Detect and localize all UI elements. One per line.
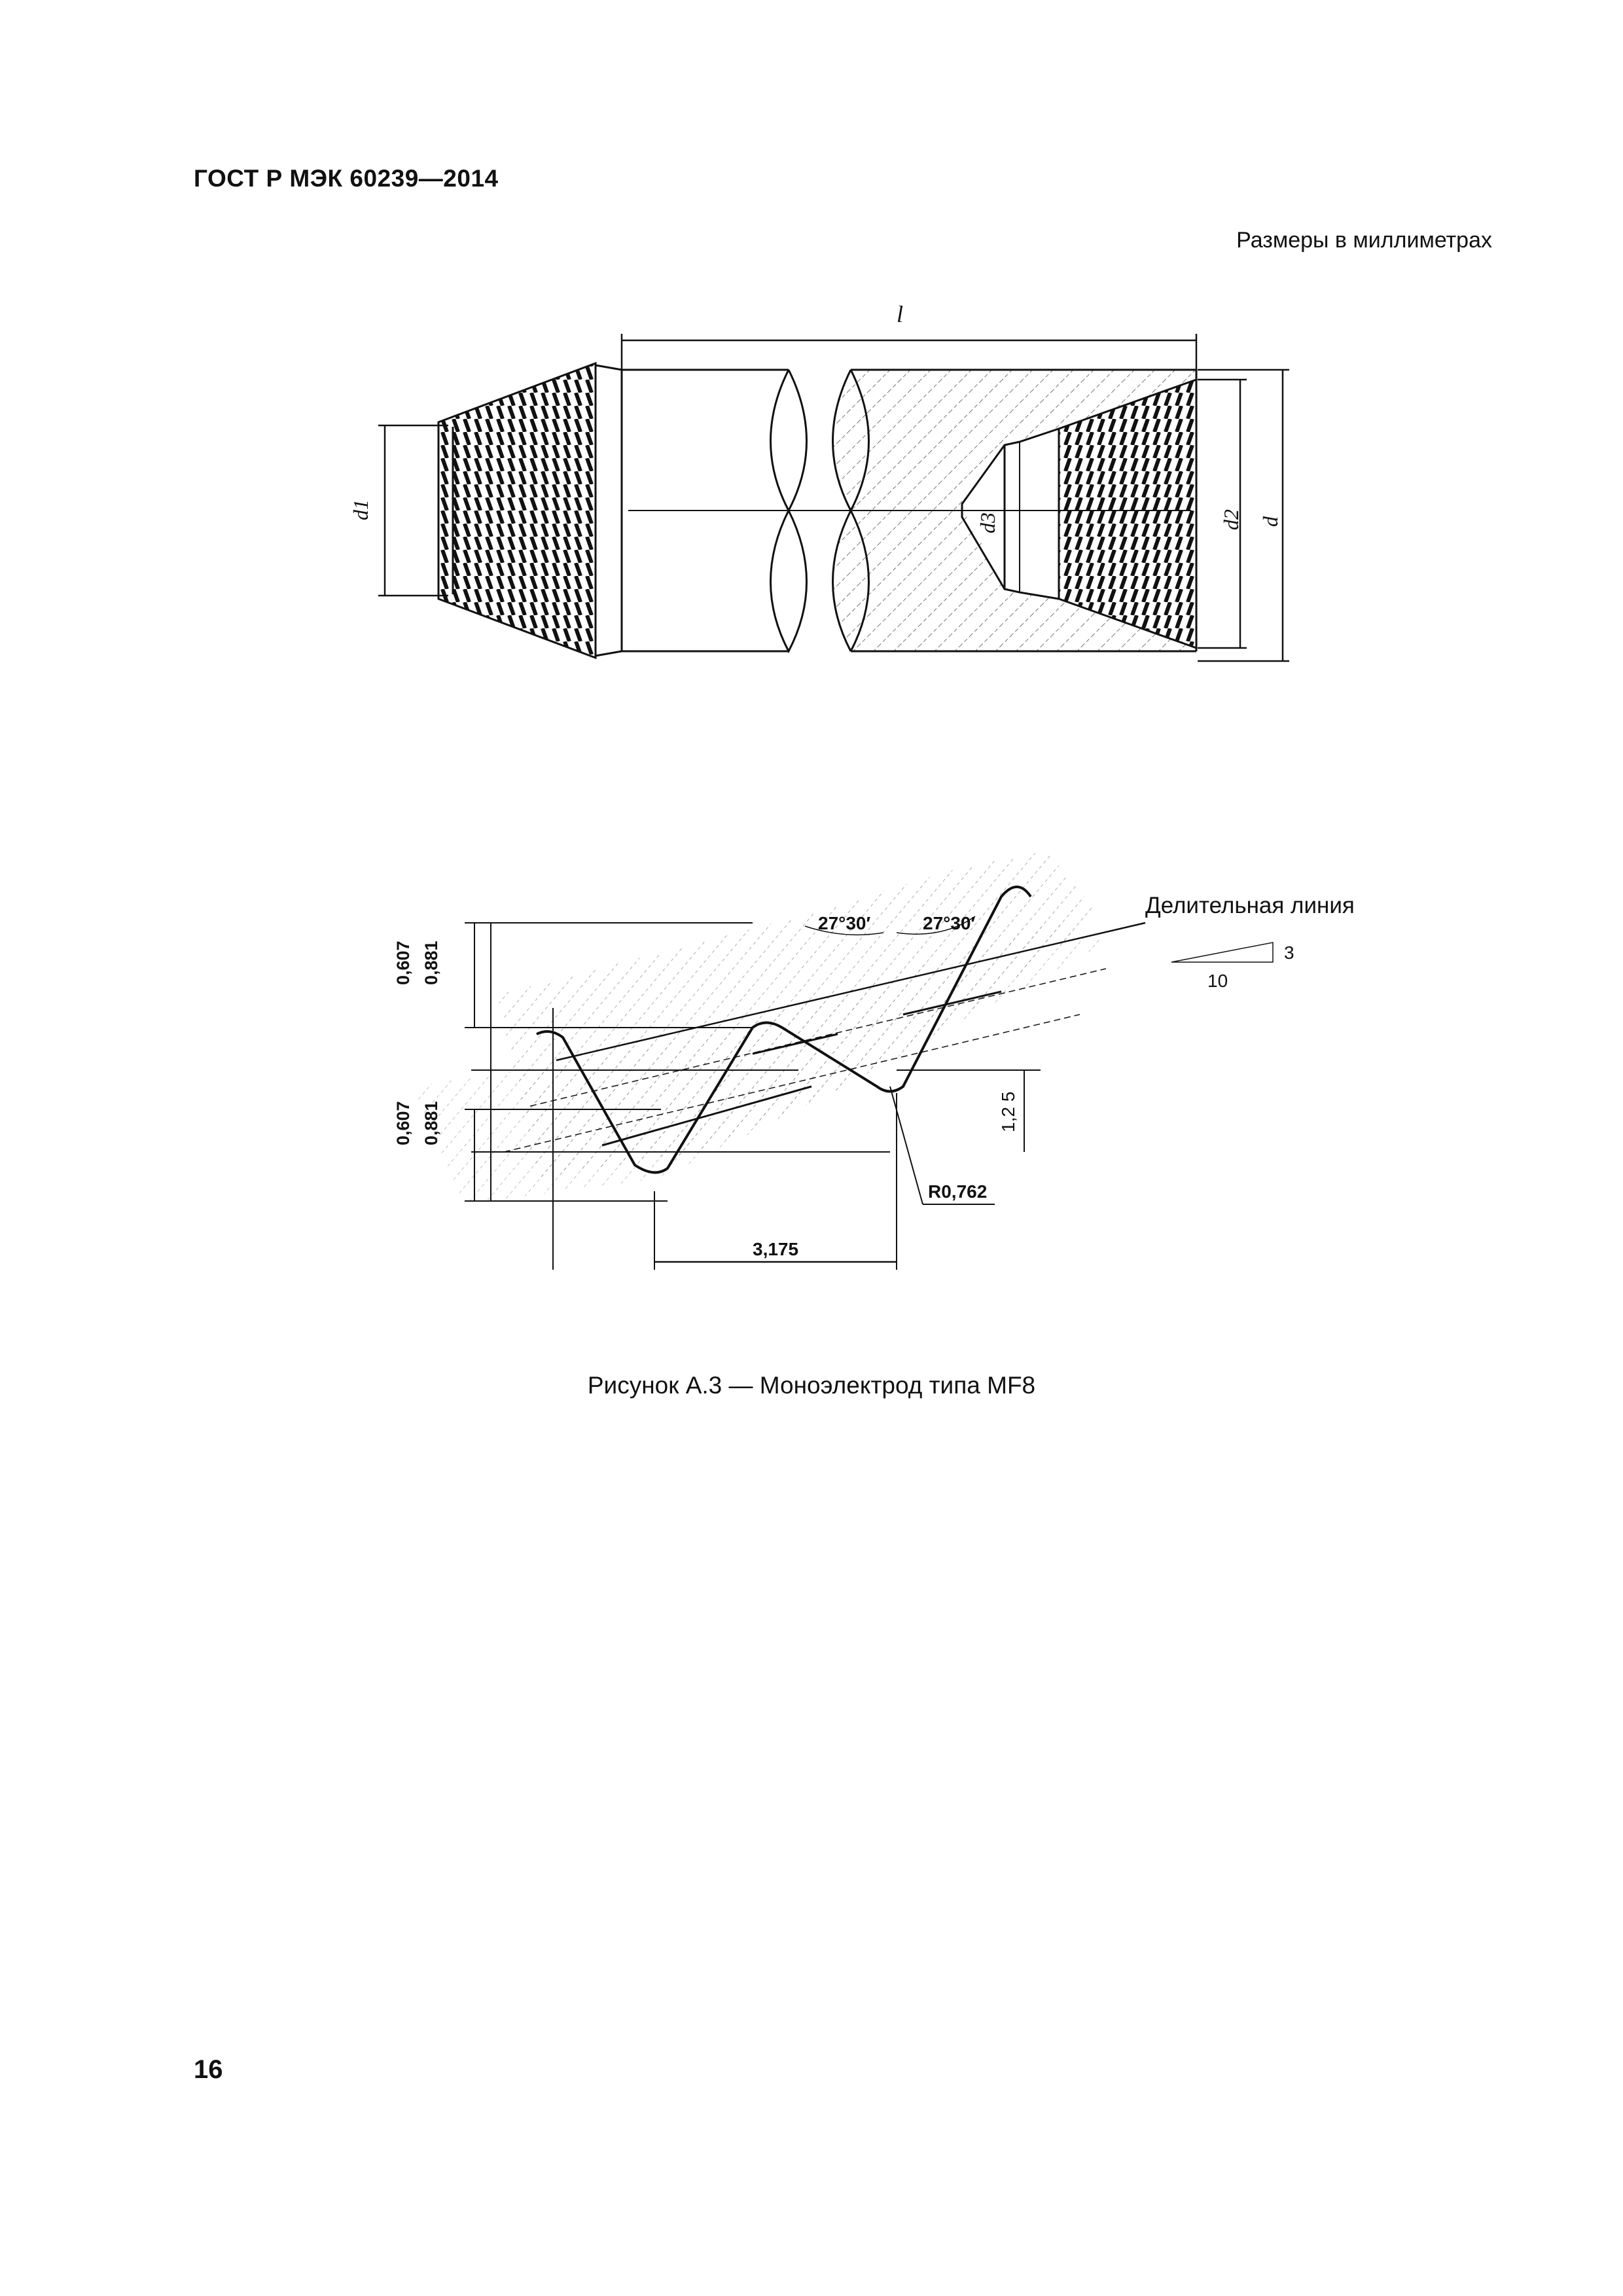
taper-indicator xyxy=(1171,942,1294,991)
length-dimension xyxy=(622,334,1196,370)
label-0607-top: 0,607 xyxy=(393,941,413,985)
figure-caption: Рисунок А.3 — Моноэлектрод типа MF8 xyxy=(587,1372,1036,1399)
label-pitch: 3,175 xyxy=(753,1239,799,1259)
label-radius: R0,762 xyxy=(928,1181,988,1202)
label-0881-top: 0,881 xyxy=(421,941,441,985)
label-125: 1,2 5 xyxy=(998,1091,1018,1132)
d-dimensions xyxy=(1198,370,1289,661)
thread-profile-drawing xyxy=(386,812,1407,1283)
label-0607-bottom: 0,607 xyxy=(393,1101,413,1145)
electrode-drawing xyxy=(340,288,1309,707)
label-length: l xyxy=(897,301,904,327)
label-taper-3: 3 xyxy=(1284,942,1294,963)
label-angle-right: 27°30′ xyxy=(923,913,976,933)
page-number: 16 xyxy=(194,2055,223,2084)
document-header: ГОСТ Р МЭК 60239—2014 xyxy=(194,165,499,192)
label-d1: d1 xyxy=(349,499,372,520)
label-pitch-line: Делительная линия xyxy=(1145,893,1355,918)
label-d3: d3 xyxy=(976,512,999,533)
left-thread xyxy=(438,363,622,658)
label-angle-left: 27°30′ xyxy=(818,913,871,933)
label-d: d xyxy=(1258,516,1282,527)
label-taper-10: 10 xyxy=(1207,971,1228,991)
label-d2: d2 xyxy=(1219,509,1243,530)
label-0881-bottom: 0,881 xyxy=(421,1101,441,1145)
units-note: Размеры в миллиметрах xyxy=(1236,228,1492,253)
